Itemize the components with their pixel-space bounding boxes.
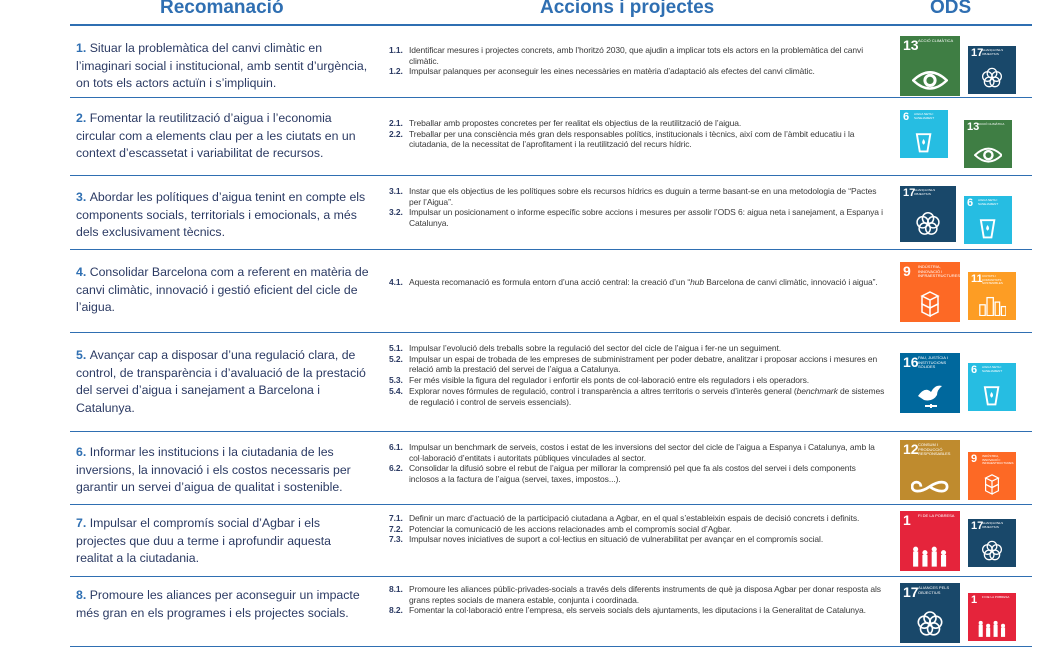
recommendation-number: 5. xyxy=(76,348,90,362)
action-item xyxy=(389,605,885,616)
action-number: 1.2. xyxy=(389,66,403,77)
action-text: Treballar per una consciència més gran dels responsables polítics, institucionals i tècnics, així com de l’àmbit educatiu i la ciutadania, de la necessitat de l’aprofitament i la reutilització del recurs hídric. xyxy=(409,128,855,150)
recommendation-label: Informar les institucions i la ciutadania de les inversions, la innovació i els costos necessaris per garantir un servei d’aigua de qualitat i sostenible. xyxy=(76,445,351,494)
ods-number: 17 xyxy=(903,187,916,199)
ods-number: 13 xyxy=(903,37,919,53)
action-item xyxy=(389,207,885,228)
eye-earth-icon xyxy=(900,69,960,92)
action-text: Impulsar noves iniciatives de suport a col·lectius en situació de vulnerabilitat per avançar en el compromís social. xyxy=(409,534,824,545)
recommendation-label: Fomentar la reutilització d’aigua i l’economia circular com a elements clau per a les ciutats en un context d’escassetat i variabilitat de recursos. xyxy=(76,111,356,160)
ods-label: INDÚSTRIA, INNOVACIÓ I INFRAESTRUCTURES xyxy=(918,264,960,278)
recommendation-text xyxy=(76,40,370,93)
flower-icon xyxy=(968,539,1016,563)
ods-6-badge xyxy=(900,110,948,158)
ods-label: ALIANCES PELS OBJECTIUS xyxy=(918,585,950,595)
action-item xyxy=(389,513,885,524)
header-recomanacio: Recomanació xyxy=(160,0,284,18)
ods-label: ACCIÓ CLIMÀTICA xyxy=(918,38,954,43)
action-text: Fomentar la col·laboració entre l’empresa, els serveis socials dels ajuntaments, les diputacions i la Generalitat de Catalunya. xyxy=(409,605,866,616)
ods-17-badge xyxy=(900,583,960,643)
table-row xyxy=(70,28,1032,98)
ods-label: PAU, JUSTÍCIA I INSTITUCIONS SÒLIDES xyxy=(918,355,948,369)
header-accions: Accions i projectes xyxy=(540,0,715,18)
ods-label: FI DE LA POBRESA xyxy=(982,595,1010,599)
action-text: Consolidar la difusió sobre el rebut de l’aigua per millorar la comprensió pel que fa als costos del servei i dels components inclosos a la factura de l’aigua (servei, taxes, impostos...). xyxy=(409,463,856,485)
ods-number: 12 xyxy=(903,441,919,457)
action-text: Identificar mesures i projectes concrets, amb l’horitzó 2030, que ajudin a implicar tots els actors en la problemàtica del canvi climàtic. xyxy=(409,45,863,66)
ods-label: ACCIÓ CLIMÀTICA xyxy=(978,122,1005,126)
water-glass-icon xyxy=(968,385,1016,407)
ods-label: AIGUA NETA I SANEJAMENT xyxy=(982,365,1003,373)
action-text: Impulsar un espai de trobada de les empreses de subministrament per poder debatre, analitzar i proposar accions i mesures en relació amb la prestació del servei de l’aigua a Catalunya. xyxy=(409,353,878,375)
action-text: Explorar noves fórmules de regulació, control i transparència a altres territoris o serveis d’interès general (benchmark de sistemes de regulació i control de serveis essencials). xyxy=(409,385,885,407)
ods-17-badge xyxy=(900,186,956,242)
action-number: 5.3. xyxy=(389,375,403,386)
ods-label: CONSUM I PRODUCCIÓ RESPONSABLES xyxy=(918,442,951,456)
ods-9-badge xyxy=(968,452,1016,500)
action-text: Definir un marc d’actuació de la participació ciutadana a Agbar, en el qual s’estableixin espais de decisió concrets i definits. xyxy=(409,513,860,523)
recommendation-number: 4. xyxy=(76,265,90,279)
ods-number: 1 xyxy=(971,594,978,606)
ods-12-badge xyxy=(900,440,960,500)
action-text: Treballar amb propostes concretes per fer realitat els objectius de la reutilització de l’aigua. xyxy=(409,118,742,128)
action-item xyxy=(389,186,885,207)
action-number: 1.1. xyxy=(389,45,403,55)
recommendation-label: Impulsar el compromís social d’Agbar i els projectes que duu a terme i aprofundir aquesta realitat a la ciutadania. xyxy=(76,516,331,565)
action-text: Fer més visible la figura del regulador i enfortir els ponts de col·laboració entre els reguladors i els operadors. xyxy=(409,375,810,386)
actions-list xyxy=(389,186,885,229)
action-text: Impulsar un benchmark de serveis, costos i estat de les inversions del sector del cicle de l’aigua a Espanya i Catalunya, amb la col·laboració d’entitats i autoritats públiques vinculades al sector. xyxy=(409,442,875,463)
action-number: 7.2. xyxy=(389,523,403,534)
ods-label: ALIANÇA PELS OBJECTIUS xyxy=(982,521,1004,529)
cubes-icon xyxy=(968,474,1016,496)
ods-number: 16 xyxy=(903,354,919,370)
action-number: 3.1. xyxy=(389,186,403,196)
eye-earth-icon xyxy=(964,146,1012,164)
ods-number: 11 xyxy=(971,273,983,285)
ods-9-badge xyxy=(900,262,960,322)
recommendation-number: 1. xyxy=(76,41,90,55)
recommendation-label: Consolidar Barcelona com a referent en matèria de canvi climàtic, innovació i gestió eficient del cicle de l’aigua. xyxy=(76,265,369,314)
ods-label: AIGUA NETA I SANEJAMENT xyxy=(978,198,999,206)
action-text: Promoure les aliances públic-privades-socials a través dels diferents instruments de què ja disposa Agbar per donar resposta als grans reptes socials de manera estable, conjunta i coordinada. xyxy=(409,584,881,605)
family-icon xyxy=(900,543,960,567)
ods-number: 17 xyxy=(971,520,984,532)
action-number: 3.2. xyxy=(389,207,403,218)
action-item xyxy=(389,375,885,386)
recommendation-number: 6. xyxy=(76,445,90,459)
ods-number: 17 xyxy=(903,584,919,600)
action-number: 5.1. xyxy=(389,343,403,353)
water-glass-icon xyxy=(900,132,948,154)
ods-number: 13 xyxy=(967,121,980,133)
ods-13-badge xyxy=(964,120,1012,168)
ods-number: 17 xyxy=(971,47,984,59)
action-item xyxy=(389,343,885,354)
action-text: Impulsar palanques per aconseguir les eines necessàries en matèria d’adaptació als efectes del canvi climàtic. xyxy=(409,66,815,77)
ods-17-badge xyxy=(968,519,1016,567)
ods-17-badge xyxy=(968,46,1016,94)
action-item xyxy=(389,584,885,605)
recommendation-text xyxy=(76,587,370,622)
recommendation-label: Avançar cap a disposar d’una regulació clara, de control, de transparència i d’avaluació de la prestació del servei d’aigua i sanejament a Barcelona i Catalunya. xyxy=(76,348,366,415)
recommendation-label: Situar la problemàtica del canvi climàtic en l’imaginari social i institucional, amb sentit d’urgència, on tots els actors actuïn i s’impliquin. xyxy=(76,41,368,90)
action-text: Aquesta recomanació es formula entorn d’una acció central: la creació d’un “hub Barcelona de canvi climàtic, innovació i aigua”. xyxy=(409,277,878,287)
recommendation-text xyxy=(76,444,370,497)
flower-icon xyxy=(900,210,956,238)
ods-label: INDÚSTRIA, INNOVACIÓ I INFRAESTRUCTURES xyxy=(982,454,1014,465)
action-item xyxy=(389,463,885,484)
table-row xyxy=(70,577,1032,647)
action-item xyxy=(389,534,885,545)
action-item xyxy=(389,442,885,463)
action-item xyxy=(389,66,885,77)
action-number: 6.2. xyxy=(389,463,403,474)
ods-6-badge xyxy=(964,196,1012,244)
recommendation-text xyxy=(76,347,370,417)
action-number: 8.2. xyxy=(389,605,403,616)
ods-number: 9 xyxy=(903,263,911,279)
action-text: Potenciar la comunicació de les accions relacionades amb el compromís social d’Agbar. xyxy=(409,523,732,534)
water-glass-icon xyxy=(964,218,1012,240)
dove-icon xyxy=(900,382,960,409)
action-number: 5.2. xyxy=(389,353,403,364)
ods-1-badge xyxy=(968,593,1016,641)
actions-list xyxy=(389,45,885,77)
recommendation-text xyxy=(76,515,370,568)
action-number: 4.1. xyxy=(389,277,403,287)
ods-16-badge xyxy=(900,353,960,413)
action-item xyxy=(389,45,885,66)
action-number: 7.1. xyxy=(389,513,403,523)
action-item xyxy=(389,354,885,375)
action-item xyxy=(389,386,885,407)
recommendation-number: 8. xyxy=(76,588,90,602)
ods-label: ALIANÇA PELS OBJECTIUS xyxy=(982,48,1004,56)
actions-list xyxy=(389,584,885,616)
actions-list xyxy=(389,513,885,545)
actions-list xyxy=(389,277,885,288)
recommendation-text xyxy=(76,264,370,317)
actions-list xyxy=(389,343,885,407)
table-row xyxy=(70,98,1032,176)
table-row xyxy=(70,505,1032,577)
ods-label: CIUTATS I COMUNITATS SOSTENIBLES xyxy=(982,274,1003,285)
ods-13-badge xyxy=(900,36,960,96)
action-item xyxy=(389,118,885,129)
action-number: 6.1. xyxy=(389,442,403,452)
action-text: Impulsar l’evolució dels treballs sobre la regulació del sector del cicle de l’aigua i fer-ne un seguiment. xyxy=(409,343,782,353)
recommendation-text xyxy=(76,189,370,242)
flower-icon xyxy=(968,66,1016,90)
ods-number: 9 xyxy=(971,453,978,465)
action-number: 5.4. xyxy=(389,385,403,396)
table-row xyxy=(70,250,1032,333)
action-number: 8.1. xyxy=(389,584,403,594)
ods-number: 6 xyxy=(967,197,974,209)
table-row xyxy=(70,176,1032,250)
action-item xyxy=(389,129,885,150)
action-item xyxy=(389,524,885,535)
ods-label: AIGUA NETA I SANEJAMENT xyxy=(914,112,935,120)
city-icon xyxy=(968,294,1016,316)
flower-icon xyxy=(900,609,960,639)
ods-number: 6 xyxy=(903,111,910,123)
actions-list xyxy=(389,442,885,485)
actions-list xyxy=(389,118,885,150)
family-icon xyxy=(968,618,1016,637)
ods-label: FI DE LA POBRESA xyxy=(918,513,955,518)
ods-11-badge xyxy=(968,272,1016,320)
recommendation-text xyxy=(76,110,370,163)
table-row xyxy=(70,333,1032,432)
action-number: 2.2. xyxy=(389,128,403,139)
recommendation-number: 3. xyxy=(76,190,90,204)
action-text: Instar que els objectius de les polítiques sobre els recursos hídrics es duguin a terme basant-se en una metodologia de “Pactes per l’Aigua”. xyxy=(409,186,877,207)
action-number: 7.3. xyxy=(389,534,403,545)
ods-number: 1 xyxy=(903,512,911,528)
ods-label: ALIANÇA PELS OBJECTIUS xyxy=(914,188,936,196)
recommendation-label: Promoure les aliances per aconseguir un impacte més gran en els programes i els projectes socials. xyxy=(76,588,360,620)
ods-number: 6 xyxy=(971,364,978,376)
action-item xyxy=(389,277,885,288)
action-number: 2.1. xyxy=(389,118,403,128)
recommendation-number: 2. xyxy=(76,111,90,125)
cubes-icon xyxy=(900,291,960,318)
action-text: Impulsar un posicionament o informe específic sobre accions i mesures per assolir l’ODS 6: aigua neta i sanejament, a Espanya i Catalunya. xyxy=(409,207,883,229)
table-header xyxy=(70,0,1032,26)
ods-6-badge xyxy=(968,363,1016,411)
recommendation-number: 7. xyxy=(76,516,90,530)
recommendation-label: Abordar les polítiques d’aigua tenint en compte els components socials, territorials i emocionals, a més dels exclusivament tècnics. xyxy=(76,190,366,239)
table-row xyxy=(70,432,1032,505)
ods-1-badge xyxy=(900,511,960,571)
header-ods: ODS xyxy=(930,0,972,18)
infinity-icon xyxy=(900,477,960,496)
